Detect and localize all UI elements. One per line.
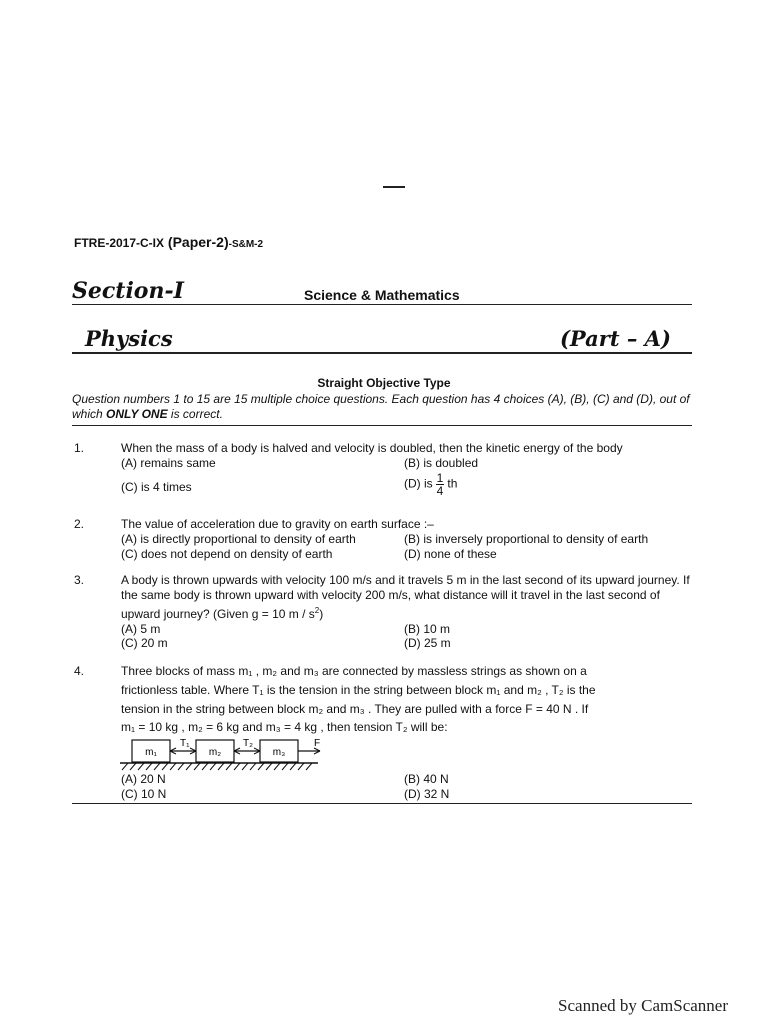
fraction-denominator: 4 bbox=[436, 484, 444, 498]
q1-number: 1. bbox=[74, 441, 85, 455]
q4-text-line2: frictionless table. Where T₁ is the tension in the string between block m₁ and m₂ , T₂ is the bbox=[121, 683, 596, 697]
q3-text bbox=[121, 573, 691, 622]
tension-2-label: T₂ bbox=[243, 738, 253, 749]
instructions-part-a: Question numbers 1 to 15 are 15 multiple choice questions. Each question has 4 choices (A), (B), (C) and (D), out of which bbox=[72, 392, 690, 421]
q1-option-d-prefix: (D) is bbox=[404, 476, 433, 491]
subject-rule bbox=[72, 352, 692, 354]
bottom-rule bbox=[72, 803, 692, 804]
q1-option-d-suffix: th bbox=[447, 476, 458, 491]
q3-text-main: A body is thrown upwards with velocity 100 m/s and it travels 5 m in the last second of its upward journey. If the same body is thrown upward with velocity 200 m/s, what distance will it travel in the last second of upward journey? (Given g = 10 m / s bbox=[121, 573, 690, 621]
q4-option-d: (D) 32 N bbox=[404, 787, 450, 801]
paper-label: (Paper-2) bbox=[164, 234, 229, 250]
instructions-rule bbox=[72, 425, 692, 426]
q4-option-c: (C) 10 N bbox=[121, 787, 167, 801]
q2-option-b: (B) is inversely proportional to density of earth bbox=[404, 532, 649, 546]
paper-code bbox=[74, 234, 263, 250]
section-subject-line: Science & Mathematics bbox=[304, 287, 460, 303]
instructions-part-b: is correct. bbox=[167, 407, 223, 421]
fraction-one-fourth bbox=[436, 472, 445, 497]
instructions-text bbox=[72, 392, 692, 422]
force-label: F bbox=[314, 738, 321, 749]
q4-text-line4: m₁ = 10 kg , m₂ = 6 kg and m₃ = 4 kg , then tension T₂ will be: bbox=[121, 720, 448, 734]
q1-option-d bbox=[404, 472, 457, 497]
q4-number: 4. bbox=[74, 664, 85, 678]
paper-code-prefix: FTRE-2017-C-IX bbox=[74, 236, 165, 250]
q2-text: The value of acceleration due to gravity on earth surface :– bbox=[121, 517, 434, 531]
page-mark-dash bbox=[383, 186, 405, 188]
q3-number: 3. bbox=[74, 573, 85, 587]
q4-text-line3: tension in the string between block m₂ and m₃ . They are pulled with a force F = 40 N . If bbox=[121, 702, 589, 716]
scanner-watermark: Scanned by CamScanner bbox=[558, 996, 728, 1015]
tension-1-label: T₁ bbox=[180, 738, 190, 749]
block-m3-label: m₃ bbox=[272, 747, 286, 758]
q3-option-d: (D) 25 m bbox=[404, 636, 451, 650]
q2-option-c: (C) does not depend on density of earth bbox=[121, 547, 333, 561]
blocks-diagram bbox=[118, 736, 321, 776]
q1-text: When the mass of a body is halved and velocity is doubled, then the kinetic energy of the body bbox=[121, 441, 623, 455]
q3-option-b: (B) 10 m bbox=[404, 622, 451, 636]
question-type-heading: Straight Objective Type bbox=[317, 376, 451, 390]
q3-text-superscript: 2 bbox=[314, 606, 320, 615]
q3-text-end: ) bbox=[319, 607, 324, 621]
subject-name: Physics bbox=[85, 326, 173, 351]
q1-option-a: (A) remains same bbox=[121, 456, 216, 470]
q3-option-c: (C) 20 m bbox=[121, 636, 168, 650]
q1-option-b: (B) is doubled bbox=[404, 456, 479, 470]
q2-option-a: (A) is directly proportional to density of earth bbox=[121, 532, 356, 546]
block-m2-label: m₂ bbox=[208, 747, 222, 758]
q4-text-line1: Three blocks of mass m₁ , m₂ and m₃ are connected by massless strings as shown on a bbox=[121, 664, 587, 678]
section-title: Section-I bbox=[72, 278, 184, 304]
q4-option-a: (A) 20 N bbox=[121, 772, 166, 786]
subject-part: (Part – A) bbox=[560, 326, 671, 351]
blank-top-area bbox=[0, 0, 768, 188]
q1-option-c: (C) is 4 times bbox=[121, 480, 192, 494]
q2-option-d: (D) none of these bbox=[404, 547, 497, 561]
section-rule bbox=[72, 304, 692, 305]
q2-number: 2. bbox=[74, 517, 85, 531]
block-m1-label: m₁ bbox=[145, 747, 157, 758]
q3-option-a: (A) 5 m bbox=[121, 622, 161, 636]
q4-option-b: (B) 40 N bbox=[404, 772, 449, 786]
instructions-bold: ONLY ONE bbox=[106, 407, 168, 421]
paper-code-suffix: -S&M-2 bbox=[228, 239, 264, 250]
table-hatching bbox=[122, 763, 312, 770]
fraction-numerator: 1 bbox=[436, 471, 444, 485]
